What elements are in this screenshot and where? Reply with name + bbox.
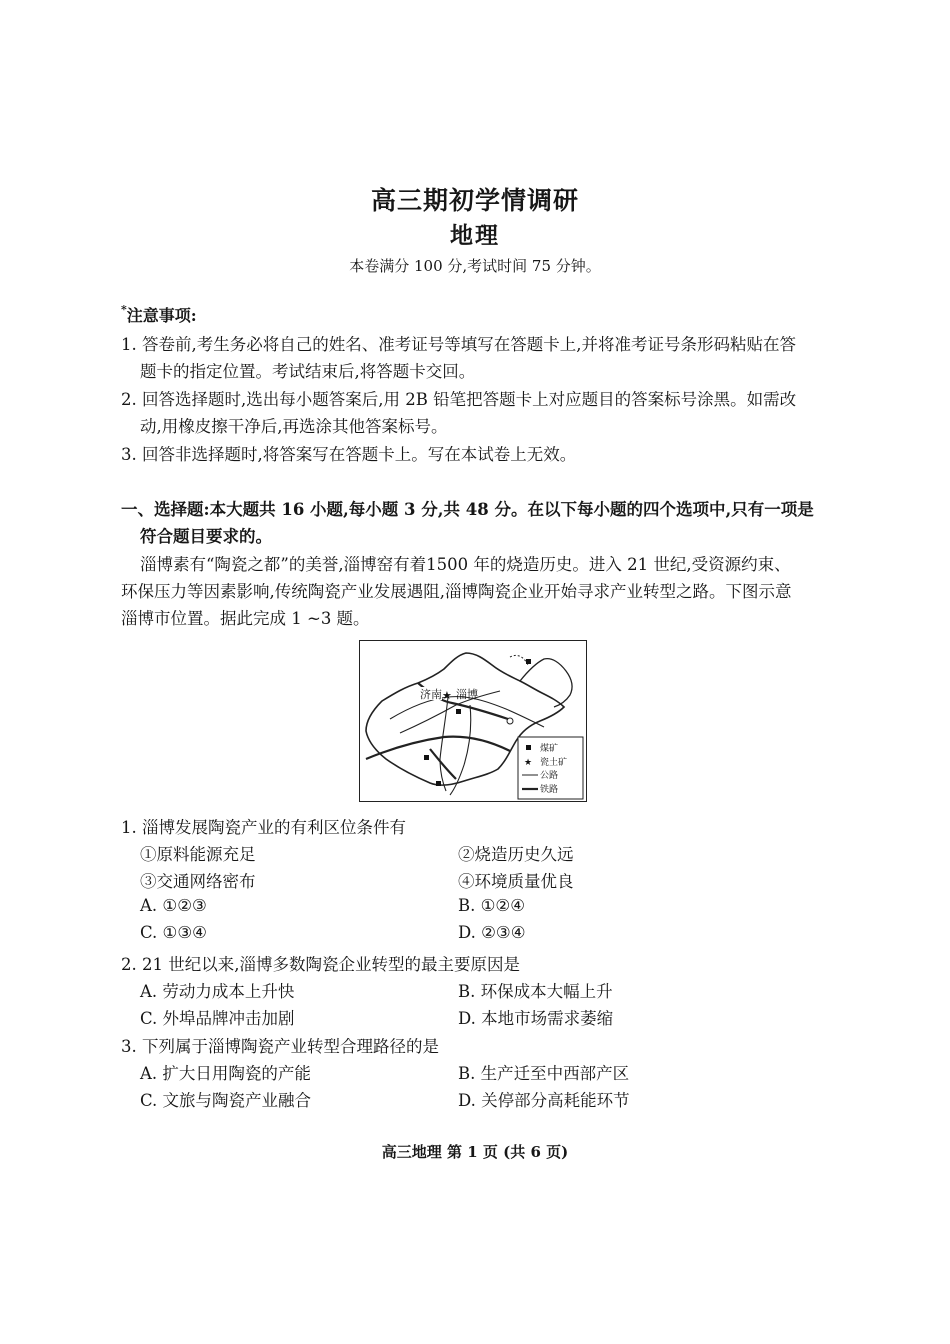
rail-line xyxy=(430,749,456,779)
map-label-zibo: 淄博 xyxy=(456,688,478,701)
clay-mine-marker: ★ xyxy=(442,689,452,702)
boundary-dashed xyxy=(510,655,528,665)
answer-option: D. ②③④ xyxy=(458,923,526,942)
city-marker xyxy=(507,718,513,724)
notice-line: 3. 回答非选择题时,将答案写在答题卡上。写在本试卷上无效。 xyxy=(121,445,577,464)
peninsula-outline xyxy=(520,659,572,707)
map-label-jinan: 济南 xyxy=(420,688,442,701)
answer-option: D. 关停部分高耗能环节 xyxy=(458,1091,630,1110)
notice-line: 动,用橡皮擦干净后,再选涂其他答案标号。 xyxy=(140,417,448,436)
coal-mine-marker xyxy=(456,709,461,714)
notice-heading: *注意事项: xyxy=(121,303,197,325)
question-item: ②烧造历史久远 xyxy=(458,845,574,864)
answer-option: A. 扩大日用陶瓷的产能 xyxy=(140,1064,311,1083)
page-footer: 高三地理 第 1 页 (共 6 页) xyxy=(381,1143,569,1161)
question-stem: 2. 21 世纪以来,淄博多数陶瓷企业转型的最主要原因是 xyxy=(121,955,520,974)
intro-text: 环保压力等因素影响,传统陶瓷产业发展遇阻,淄博陶瓷企业开始寻求产业转型之路。下图示意 xyxy=(121,582,792,601)
notice-line: 2. 回答选择题时,选出每小题答案后,用 2B 铅笔把答题卡上对应题目的答案标号涂黑。如需改 xyxy=(121,390,797,409)
legend-clay-symbol: ★ xyxy=(524,758,533,768)
legend-road-label: 公路 xyxy=(540,771,559,781)
answer-option: C. ①③④ xyxy=(140,923,207,942)
section-heading-cont: 符合题目要求的。 xyxy=(140,527,272,546)
coal-mine-marker xyxy=(424,755,429,760)
question-item: ③交通网络密布 xyxy=(140,872,256,891)
coal-mine-marker xyxy=(436,781,441,786)
answer-option: D. 本地市场需求萎缩 xyxy=(458,1009,614,1028)
question-stem: 3. 下列属于淄博陶瓷产业转型合理路径的是 xyxy=(121,1037,439,1056)
intro-text: 淄博素有“陶瓷之都”的美誉,淄博窑有着1500 年的烧造历史。进入 21 世纪,受资源约束、 xyxy=(140,555,791,574)
question-stem: 1. 淄博发展陶瓷产业的有利区位条件有 xyxy=(121,818,406,837)
answer-option: A. 劳动力成本上升快 xyxy=(140,982,295,1001)
section-heading: 一、选择题:本大题共 16 小题,每小题 3 分,共 48 分。在以下每小题的四个选项中,只有一项是 xyxy=(121,500,814,519)
answer-option: B. ①②④ xyxy=(458,896,525,915)
subject-title: 地理 xyxy=(450,222,500,249)
notice-line: 题卡的指定位置。考试结束后,将答题卡交回。 xyxy=(140,362,476,381)
answer-option: A. ①②③ xyxy=(140,896,207,915)
legend-clay-label: 瓷土矿 xyxy=(540,758,568,768)
intro-text: 淄博市位置。据此完成 1 ~3 题。 xyxy=(121,609,370,628)
exam-meta: 本卷满分 100 分,考试时间 75 分钟。 xyxy=(349,257,601,275)
question-item: ④环境质量优良 xyxy=(458,872,574,891)
answer-option: C. 文旅与陶瓷产业融合 xyxy=(140,1091,312,1110)
page-title: 高三期初学情调研 xyxy=(370,186,579,215)
answer-option: B. 环保成本大幅上升 xyxy=(458,982,613,1001)
answer-option: B. 生产迁至中西部产区 xyxy=(458,1064,630,1083)
legend-rail-label: 铁路 xyxy=(540,785,559,795)
legend-coal-symbol xyxy=(526,745,531,750)
notice-line: 1. 答卷前,考生务必将自己的姓名、准考证号等填写在答题卡上,并将准考证号条形码粘贴在答 xyxy=(121,335,796,354)
answer-option: C. 外埠品牌冲击加剧 xyxy=(140,1009,295,1028)
zibo-location-map xyxy=(359,640,587,802)
legend-coal-label: 煤矿 xyxy=(540,744,559,754)
coal-mine-marker xyxy=(526,659,531,664)
question-item: ①原料能源充足 xyxy=(140,845,256,864)
rail-line xyxy=(366,737,510,759)
